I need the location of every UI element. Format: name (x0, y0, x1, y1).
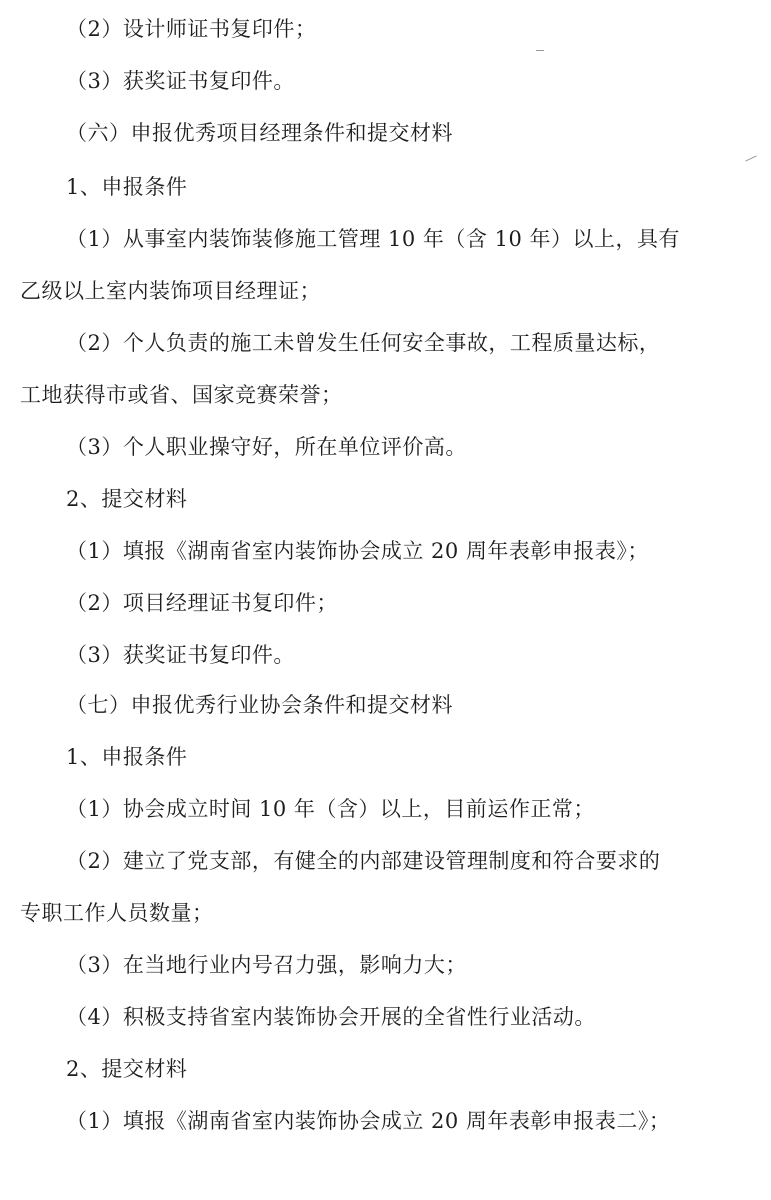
text-line: （2）个人负责的施工未曾发生任何安全事故，工程质量达标， (66, 331, 661, 355)
subsection-heading: 2、提交材料 (66, 487, 188, 511)
section-heading: （七）申报优秀行业协会条件和提交材料 (66, 693, 453, 717)
subsection-heading: 2、提交材料 (66, 1057, 188, 1081)
section-heading: （六）申报优秀项目经理条件和提交材料 (66, 121, 453, 145)
text-line: （1）从事室内装饰装修施工管理 10 年（含 10 年）以上，具有 (66, 227, 681, 251)
text-line: 工地获得市或省、国家竞赛荣誉； (20, 383, 343, 407)
text-line: （3）在当地行业内号召力强，影响力大； (66, 953, 467, 977)
text-line: （3）获奖证书复印件。 (66, 643, 295, 667)
text-line: （3）个人职业操守好，所在单位评价高。 (66, 435, 467, 459)
text-line: （1）协会成立时间 10 年（含）以上，目前运作正常； (66, 797, 595, 821)
scan-speck (745, 156, 756, 162)
text-line: （2）建立了党支部，有健全的内部建设管理制度和符合要求的 (66, 849, 661, 873)
text-line: （2）项目经理证书复印件； (66, 591, 338, 615)
text-line: （1）填报《湖南省室内装饰协会成立 20 周年表彰申报表二》； (66, 1109, 671, 1133)
text-line: 乙级以上室内装饰项目经理证； (20, 279, 321, 303)
subsection-heading: 1、申报条件 (66, 175, 188, 199)
text-line: （3）获奖证书复印件。 (66, 69, 295, 93)
text-line: 专职工作人员数量； (20, 901, 214, 925)
text-line: （2）设计师证书复印件； (66, 17, 317, 41)
scan-speck (536, 50, 544, 51)
text-line: （4）积极支持省室内装饰协会开展的全省性行业活动。 (66, 1005, 596, 1029)
subsection-heading: 1、申报条件 (66, 745, 188, 769)
text-line: （1）填报《湖南省室内装饰协会成立 20 周年表彰申报表》； (66, 539, 649, 563)
